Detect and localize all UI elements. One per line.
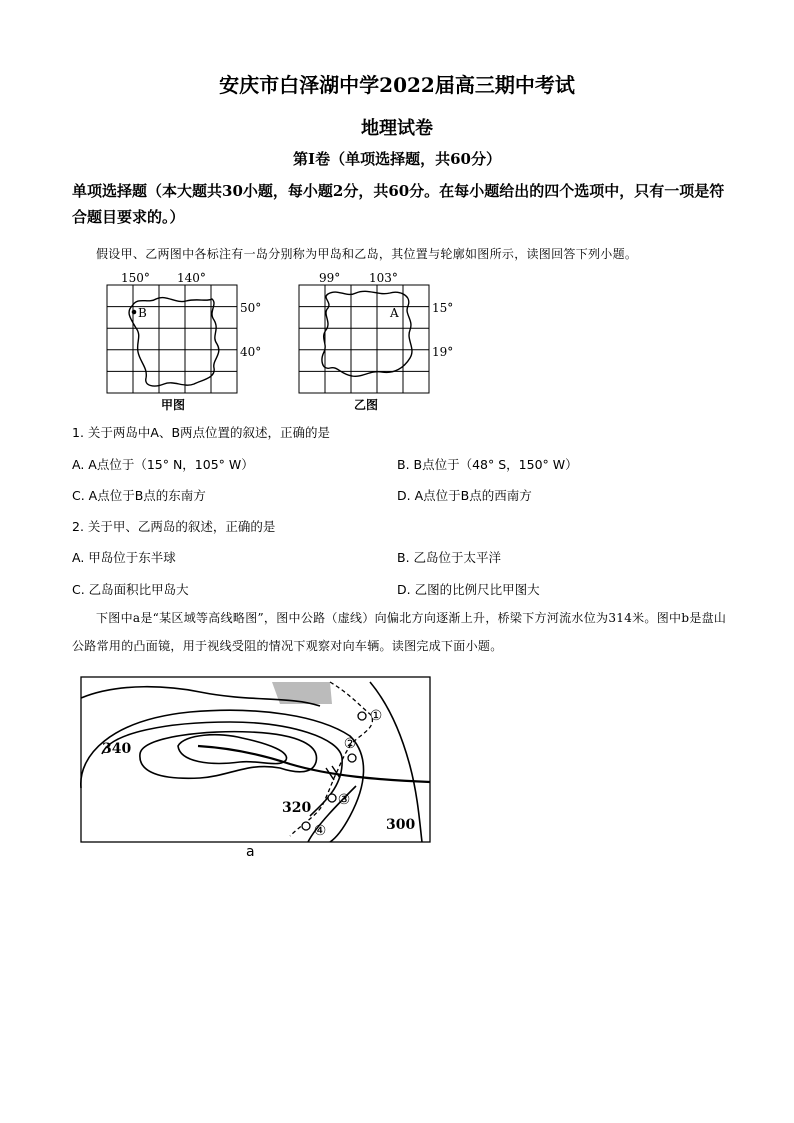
point-b-label: B <box>138 306 147 320</box>
passage-1: 假设甲、乙两图中各标注有一岛分别称为甲岛和乙岛，其位置与轮廓如图所示，读图回答下列小题。 <box>96 247 638 261</box>
q2-option-a[interactable]: A. 甲岛位于东半球 <box>72 550 176 565</box>
grid-jia <box>107 285 237 393</box>
figure-yi-map <box>282 268 472 414</box>
point-a-label: A <box>390 306 399 320</box>
mark-2: ② <box>343 736 357 752</box>
contour-lines <box>81 682 422 842</box>
part-title: 第Ⅰ卷（单项选择题，共60分） <box>293 150 501 168</box>
lat-label-15: 15° <box>432 301 454 315</box>
mirror-point-4 <box>302 822 310 830</box>
figure-a-contour-map <box>80 676 432 844</box>
caption-a: a <box>246 844 255 860</box>
contour-label-300: 300 <box>386 817 416 833</box>
q1-option-b[interactable]: B. B点位于（48° S，150° W） <box>397 457 578 472</box>
lat-label-50: 50° <box>240 301 262 315</box>
lat-label-40: 40° <box>240 345 262 359</box>
q2-option-b[interactable]: B. 乙岛位于太平洋 <box>397 550 502 565</box>
mark-4: ④ <box>313 823 327 839</box>
lon-label-103: 103° <box>369 271 398 285</box>
caption-jia: 甲图 <box>160 398 186 412</box>
mark-3: ③ <box>337 792 351 808</box>
map-frame <box>81 677 430 842</box>
mirror-points <box>302 712 366 830</box>
q1-option-c[interactable]: C. A点位于B点的东南方 <box>72 488 206 503</box>
q1-option-a[interactable]: A. A点位于（15° N，105° W） <box>72 457 254 472</box>
contour-label-340: 340 <box>102 741 132 757</box>
question-2-stem: 2. 关于甲、乙两岛的叙述，正确的是 <box>72 519 276 534</box>
lat-label-19: 19° <box>432 345 454 359</box>
q2-option-d[interactable]: D. 乙图的比例尺比甲图大 <box>397 582 540 597</box>
q1-option-d[interactable]: D. A点位于B点的西南方 <box>397 488 532 503</box>
contour-label-320: 320 <box>282 800 312 816</box>
mirror-point-1 <box>358 712 366 720</box>
question-1-stem: 1. 关于两岛中A、B两点位置的叙述，正确的是 <box>72 425 331 440</box>
subject-title: 地理试卷 <box>361 118 433 139</box>
lon-label-99: 99° <box>319 271 341 285</box>
mirror-point-2 <box>348 754 356 762</box>
exam-title: 安庆市白泽湖中学2022届高三期中考试 <box>219 73 575 97</box>
lon-label-150: 150° <box>121 271 150 285</box>
section-instruction: 单项选择题（本大题共30小题，每小题2分，共60分。在每小题给出的四个选项中，只有一项是符合题目要求的。） <box>72 182 725 226</box>
island-yi-outline <box>322 291 412 376</box>
contour-inner <box>140 732 317 779</box>
shaded-zone <box>272 682 332 704</box>
passage-2: 下图中a是“某区域等高线略图”，图中公路（虚线）向偏北方向逐渐上升，桥梁下方河流水位为314米。图中b是盘山公路常用的凸面镜，用于视线受阻的情况下观察对向车辆。读图完成下面小题。 <box>72 611 727 653</box>
q2-option-c[interactable]: C. 乙岛面积比甲岛大 <box>72 582 189 597</box>
mirror-point-3 <box>328 794 336 802</box>
lon-label-140: 140° <box>177 271 206 285</box>
caption-yi: 乙图 <box>353 398 379 412</box>
mark-1: ① <box>369 708 383 724</box>
figure-jia-map <box>90 268 280 414</box>
point-b-dot <box>132 310 137 315</box>
